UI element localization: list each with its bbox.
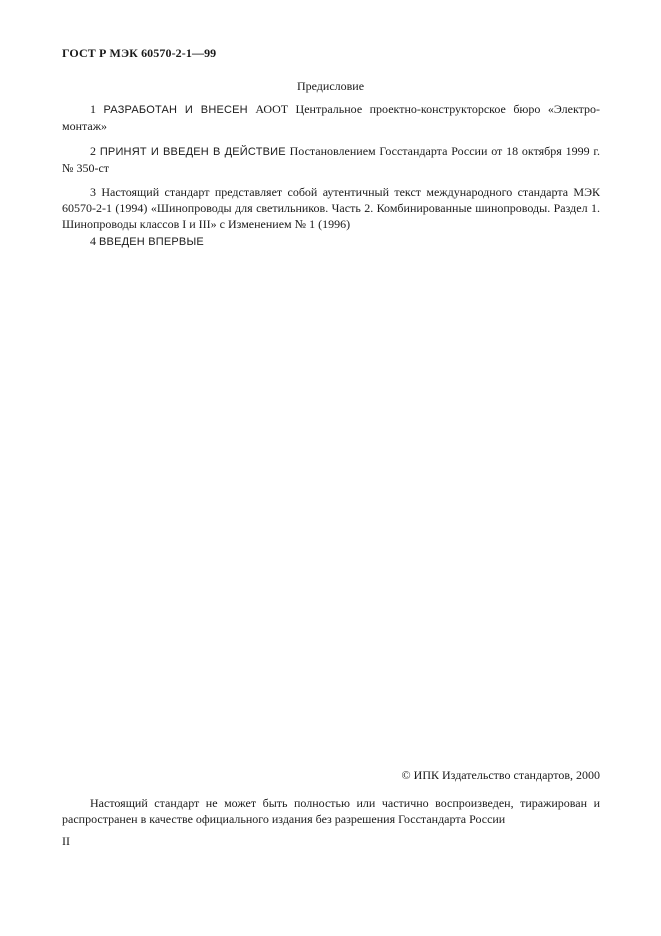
item-caps-label: РАЗРАБОТАН И ВНЕСЕН bbox=[103, 104, 248, 116]
preface-item-4 bbox=[62, 233, 600, 250]
item-number: 4 bbox=[90, 234, 96, 248]
page-number: II bbox=[62, 834, 70, 848]
preface-title: Предисловие bbox=[296, 79, 365, 93]
item-text: Постановлением Госстандарта России от 18 октября 1999 г. № 350-ст bbox=[62, 144, 600, 175]
reproduction-notice: Настоящий стандарт не может быть полностью или частично воспроизведен, тиражирован и распространен в качестве официального издания без разрешения Госстандарта России bbox=[62, 796, 600, 826]
item-number: 2 bbox=[90, 144, 96, 158]
item-number: 1 bbox=[90, 102, 96, 116]
standard-code-header: ГОСТ Р МЭК 60570-2-1—99 bbox=[62, 46, 217, 60]
preface-item-3 bbox=[62, 184, 600, 232]
item-caps-label: ВВЕДЕН ВПЕРВЫЕ bbox=[99, 236, 204, 248]
item-number: 3 bbox=[90, 185, 96, 199]
item-caps-label: ПРИНЯТ И ВВЕДЕН В ДЕЙСТВИЕ bbox=[99, 146, 286, 158]
item-text: АООТ Центральное проектно-конструкторское бюро «Электро-монтаж» bbox=[62, 102, 601, 133]
item-text: Настоящий стандарт представляет собой аутентичный текст международного стандарта МЭК 60570-2-1 (1994) «Шинопроводы для светильников. Часть 2. Комбинированные шинопроводы. Раздел 1. Шинопроводы классов I и III» с Изменением № 1 (1996) bbox=[62, 185, 600, 231]
copyright-line: © ИПК Издательство стандартов, 2000 bbox=[401, 768, 600, 782]
preface-item-1 bbox=[62, 101, 600, 134]
preface-item-2 bbox=[62, 143, 600, 176]
